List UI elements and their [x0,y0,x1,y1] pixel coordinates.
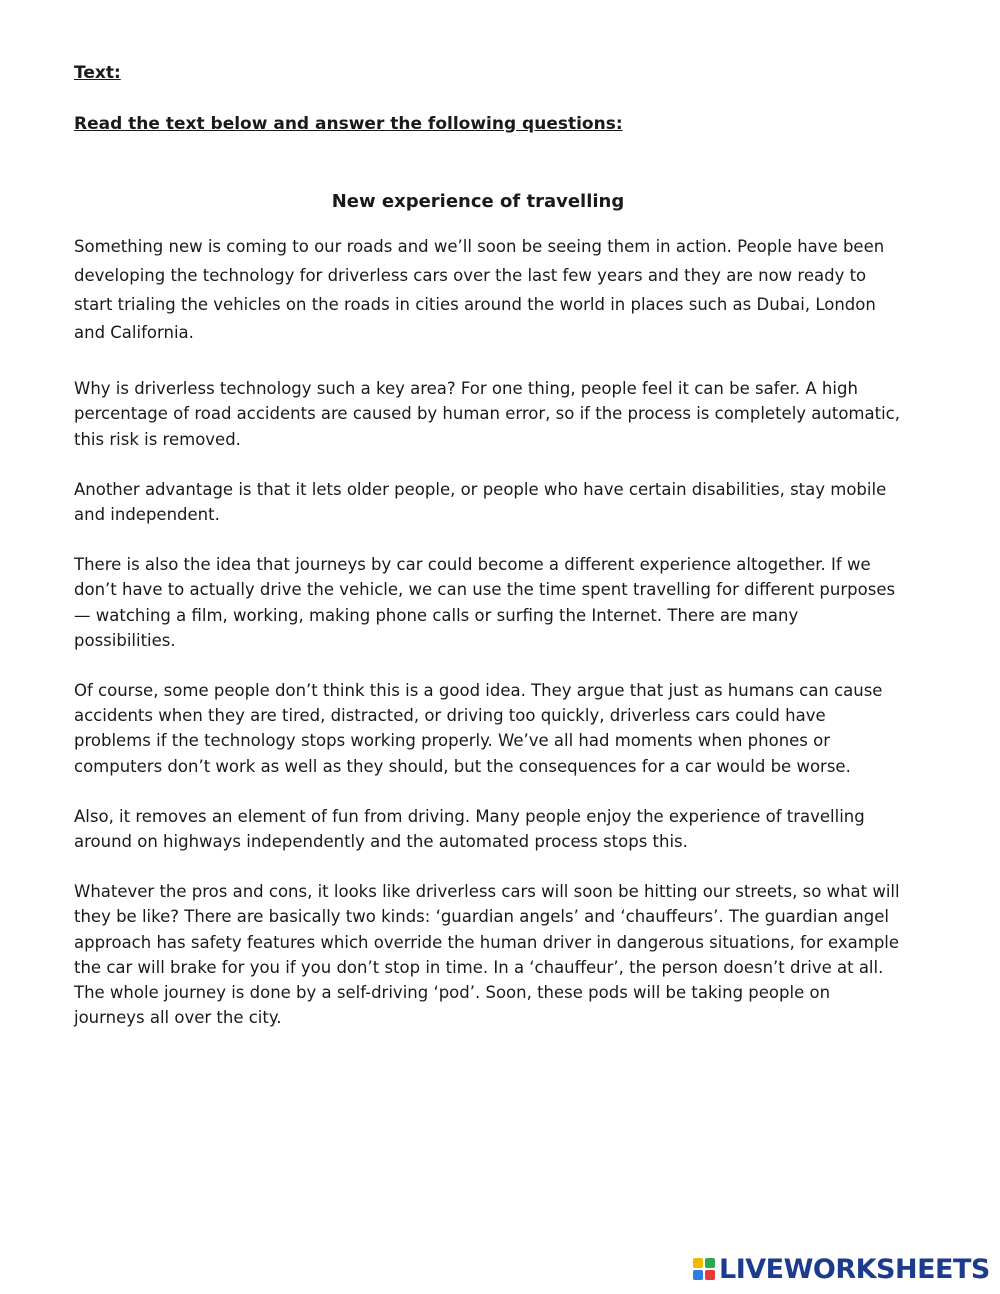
liveworksheets-logo [693,1252,990,1286]
article-paragraph-6: Also, it removes an element of fun from driving. Many people enjoy the experience of travelling around on highways independently and the automated process stops this. [74,806,865,852]
text-label: Text: [74,63,121,83]
worksheet-page [74,60,904,1055]
instruction-heading: Read the text below and answer the following questions: [74,114,623,134]
article-paragraph-5: Of course, some people don’t think this is a good idea. They argue that just as humans can cause accidents when they are tired, distracted, or driving too quickly, driverless cars could have problems if the technology stops working properly. We’ve all had moments when phones or computers don’t work as well as they should, but the consequences for a car would be worse. [74,681,883,776]
article-paragraph-3: Another advantage is that it lets older people, or people who have certain disabilities, stay mobile and independent. [74,479,887,524]
logo-text: LIVEWORKSHEETS [719,1253,990,1285]
article-paragraph-2: Why is driverless technology such a key area? For one thing, people feel it can be safer. A high percentage of road accidents are caused by human error, so if the process is completely automatic, this risk is removed. [74,379,900,449]
article-paragraph-1: Something new is coming to our roads and we’ll soon be seeing them in action. People have been developing the technology for driverless cars over the last few years and they are now ready to start trialing the vehicles on the roads in cities around the world in places such as Dubai, London and California. [74,237,885,343]
article-paragraph-7: Whatever the pros and cons, it looks like driverless cars will soon be hitting our streets, so what will they be like? There are basically two kinds: ‘guardian angels’ and ‘chauffeurs’. The guardian angel approach has safety features which override the human driver in dangerous situations, for example the car will brake for you if you don’t stop in time. In a ‘chauffeur’, the person doesn’t drive at all. The whole journey is done by a self-driving ‘pod’. Soon, these pods will be taking people on journeys all over the city. [74,882,900,1028]
logo-block [693,1270,703,1280]
logo-block [705,1258,715,1268]
article-paragraph-4: There is also the idea that journeys by car could become a different experience altogether. If we don’t have to actually drive the vehicle, we can use the time spent travelling for different purposes — watching a film, working, making phone calls or surfing the Internet. There are many possibilities. [74,555,896,650]
logo-block [705,1270,715,1280]
logo-block [693,1258,703,1268]
article-title: New experience of travelling [331,191,625,212]
logo-blocks-icon [693,1258,715,1280]
